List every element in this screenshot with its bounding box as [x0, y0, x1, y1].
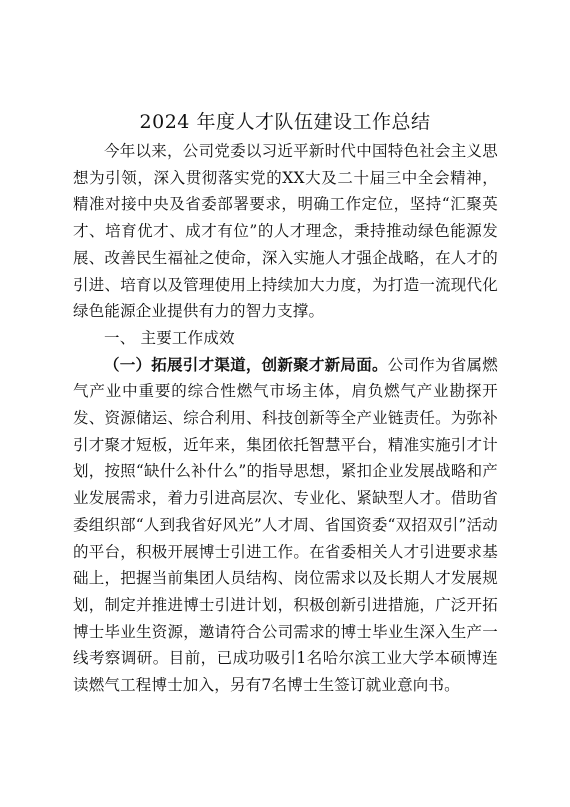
subsection-lead: （一）拓展引才渠道，创新聚才新局面。 [104, 354, 388, 374]
document-title: 2024 年度人才队伍建设工作总结 [139, 111, 431, 133]
subsection-paragraph [73, 352, 498, 699]
intro-paragraph: 今年以来，公司党委以习近平新时代中国特色社会主义思想为引领，深入贯彻落实党的XX大及二十届三中全会精神，精准对接中央及省委部署要求，明确工作定位，坚持“汇聚英才、培育优才、成才有位”的人才理念，秉持推动绿色能源发展、改善民生福祉之使命，深入实施人才强企战略，在人才的引进、培育以及管理使用上持续加大力度，为打造一流现代化绿色能源企业提供有力的智力支撑。 [73, 142, 498, 321]
subsection-body: 公司作为省属燃气产业中重要的综合性燃气市场主体，肩负燃气产业勘探开发、资源储运、综合利用、科技创新等全产业链责任。为弥补引才聚才短板，近年来，集团依托智慧平台，精准实施引才计划，按照“缺什么补什么”的指导思想，紧扣企业发展战略和产业发展需求，着力引进高层次、专业化、紧缺型人才。借助省委组织部“人到我省好风光”人才周、省国资委“双招双引”活动的平台，积极开展博士引进工作。在省委相关人才引进要求基础上，把握当前集团人员结构、岗位需求以及长期人才发展规划，制定并推进博士引进计划，积极创新引进措施，广泛开拓博士毕业生资源，邀请符合公司需求的博士毕业生深入生产一线考察调研。目前，已成功吸引1名哈尔滨工业大学本硕博连读燃气工程博士加入，另有7名博士生签订就业意向书。 [73, 355, 498, 695]
section-heading: 一、 主要工作成效 [104, 328, 235, 347]
document-body [73, 138, 498, 699]
